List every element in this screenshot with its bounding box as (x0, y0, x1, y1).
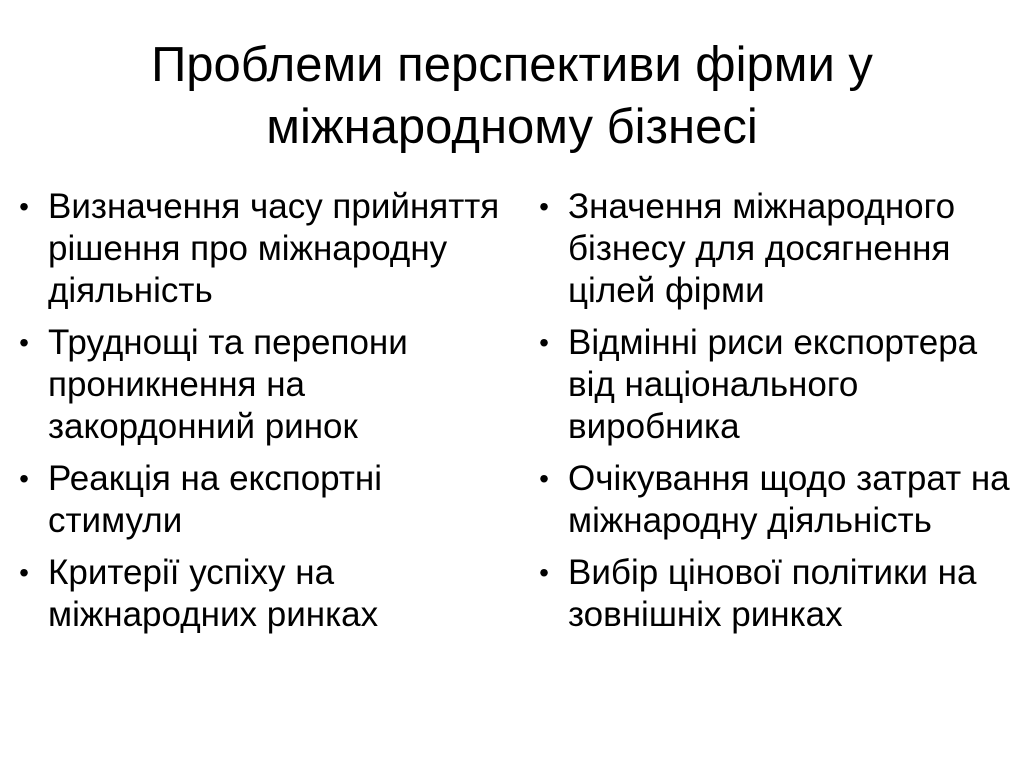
bullet-dot-icon: • (539, 191, 549, 222)
bullet-text: Вибір цінової політики на зовнішніх ринках (568, 553, 977, 634)
bullet-text: Відмінні риси експортера від національного виробника (568, 323, 978, 446)
bullet-item (14, 186, 504, 312)
bullet-text: Критерії успіху на міжнародних ринках (48, 553, 379, 634)
bullet-item (534, 322, 1018, 448)
bullet-item (14, 322, 504, 448)
bullet-dot-icon: • (19, 463, 29, 494)
bullet-item (14, 458, 504, 542)
slide-title (40, 34, 984, 158)
slide-title-line-1: Проблеми перспективи фірми у (151, 38, 873, 92)
bullet-item (534, 552, 1018, 636)
bullet-text: Значення міжнародного бізнесу для досягнення цілей фірми (568, 187, 956, 310)
right-bullet-list (534, 186, 1018, 646)
bullet-text: Очікування щодо затрат на міжнародну діяльність (568, 459, 1010, 540)
bullet-text: Труднощі та перепони проникнення на закордонний ринок (48, 323, 408, 446)
bullet-dot-icon: • (539, 463, 549, 494)
bullet-dot-icon: • (539, 557, 549, 588)
bullet-text: Визначення часу прийняття рішення про міжнародну діяльність (48, 187, 500, 310)
left-bullet-list (14, 186, 504, 646)
bullet-dot-icon: • (19, 557, 29, 588)
bullet-text: Реакція на експортні стимули (48, 459, 382, 540)
bullet-item (14, 552, 504, 636)
bullet-item (534, 186, 1018, 312)
bullet-item (534, 458, 1018, 542)
bullet-dot-icon: • (539, 327, 549, 358)
bullet-dot-icon: • (19, 327, 29, 358)
slide-title-line-2: міжнародному бізнесі (266, 100, 758, 154)
bullet-dot-icon: • (19, 191, 29, 222)
